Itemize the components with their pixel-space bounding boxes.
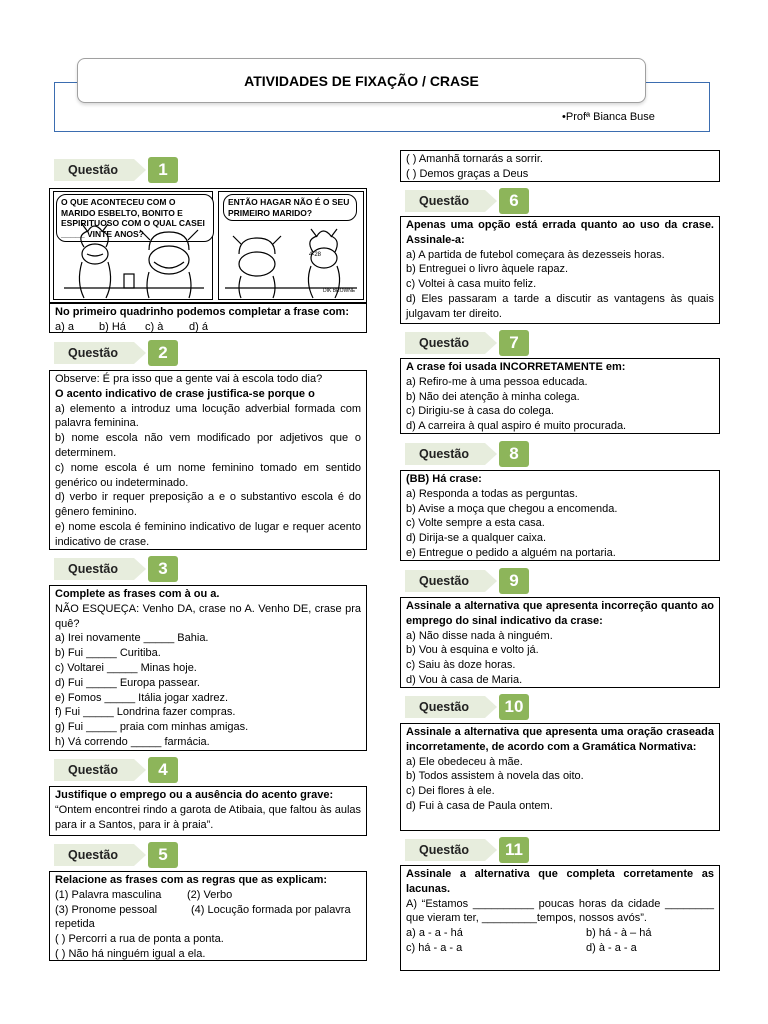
q5-rules-row-1 bbox=[55, 888, 361, 903]
comic-characters-1-icon bbox=[54, 192, 212, 299]
option-a: a) a bbox=[55, 320, 74, 333]
question-8-box bbox=[400, 470, 720, 561]
q10-option: d) Fui à casa de Paula ontem. bbox=[406, 799, 553, 812]
q10-option: b) Todos assistem à novela das oito. bbox=[406, 770, 584, 783]
question-5-tag bbox=[54, 842, 178, 868]
q2-option: e) nome escola é feminino indicativo de lugar e requer acento indicativo de crase. bbox=[55, 520, 361, 548]
comic-characters-2-icon bbox=[219, 192, 363, 299]
q11-options-row-2 bbox=[406, 941, 714, 956]
question-number: 9 bbox=[499, 568, 529, 594]
q5-item: ( ) Percorri a rua de ponta a ponta. bbox=[55, 933, 224, 946]
question-label: Questão bbox=[405, 332, 485, 354]
q11-option: d) à - a - a bbox=[586, 941, 637, 954]
q8-option: b) Avise a moça que chegou a encomenda. bbox=[406, 502, 618, 515]
question-number: 11 bbox=[499, 837, 529, 863]
q5-rule: (3) Pronome pessoal bbox=[55, 903, 158, 916]
question-label: Questão bbox=[405, 190, 485, 212]
q11-sentence: A) “Estamos __________ poucas horas da cidade ________ que vieram ter, _________tempos, nossos avós”. bbox=[406, 897, 714, 925]
comic-panel-1 bbox=[53, 191, 213, 300]
q8-option: c) Volte sempre a esta casa. bbox=[406, 517, 545, 530]
question-4-tag bbox=[54, 757, 178, 783]
question-label: Questão bbox=[405, 839, 485, 861]
q5-item: ( ) Amanhã tornarás a sorrir. bbox=[406, 153, 543, 165]
question-number: 1 bbox=[148, 157, 178, 183]
comic-panel-2 bbox=[218, 191, 364, 300]
q3-item: g) Fui _____ praia com minhas amigas. bbox=[55, 721, 249, 734]
q3-item: d) Fui _____ Europa passear. bbox=[55, 676, 200, 689]
q10-prompt: Assinale a alternativa que apresenta uma oração craseada incorretamente, de acordo com a Gramática Normativa: bbox=[406, 726, 714, 753]
q2-option: b) nome escola não vem modificado por adjetivos que o determinem. bbox=[55, 432, 361, 459]
q8-option: d) Dirija-se a qualquer caixa. bbox=[406, 532, 547, 545]
q5-rule: (1) Palavra masculina bbox=[55, 888, 162, 901]
option-c: c) à bbox=[145, 320, 164, 333]
speech-balloon-1: O QUE ACONTECEU COM O MARIDO ESBELTO, BONITO E ESPIRITUOSO COM O QUAL CASEI _____ VINTE ANOS? bbox=[56, 194, 214, 242]
question-1-box bbox=[49, 303, 367, 333]
question-2-box bbox=[49, 370, 367, 550]
q5-rule: (2) Verbo bbox=[187, 888, 233, 901]
question-2-tag bbox=[54, 340, 178, 366]
teacher-name: •Profª Bianca Buse bbox=[562, 111, 655, 123]
question-number: 6 bbox=[499, 188, 529, 214]
q6-prompt: Apenas uma opção está errada quanto ao uso da crase. Assinale-a: bbox=[406, 219, 714, 246]
q5-item: ( ) Demos graças a Deus bbox=[406, 167, 529, 180]
question-number: 7 bbox=[499, 330, 529, 356]
q3-item: c) Voltarei _____ Minas hoje. bbox=[55, 661, 197, 674]
question-label: Questão bbox=[54, 558, 134, 580]
question-label: Questão bbox=[54, 342, 134, 364]
q11-option: b) há - à – há bbox=[586, 927, 652, 940]
q9-prompt: Assinale a alternativa que apresenta incorreção quanto ao emprego do sinal indicativo da crase: bbox=[406, 600, 714, 627]
q6-option: c) Voltei à casa muito feliz. bbox=[406, 278, 537, 291]
option-b: b) Há bbox=[99, 320, 126, 333]
q11-options-row-1 bbox=[406, 926, 714, 941]
question-5-continuation-box bbox=[400, 150, 720, 182]
question-number: 8 bbox=[499, 441, 529, 467]
speech-balloon-2: ENTÃO HAGAR NÃO É O SEU PRIMEIRO MARIDO? bbox=[223, 194, 357, 221]
q7-option: b) Não dei atenção à minha colega. bbox=[406, 390, 580, 403]
q3-hint: NÃO ESQUEÇA: Venho DA, crase no A. Venho DE, crase pra quê? bbox=[55, 602, 361, 630]
question-number: 2 bbox=[148, 340, 178, 366]
question-label: Questão bbox=[405, 443, 485, 465]
question-6-tag bbox=[405, 188, 529, 214]
q3-item: h) Vá correndo _____ farmácia. bbox=[55, 735, 210, 748]
q8-option: e) Entregue o pedido a alguém na portaria. bbox=[406, 546, 616, 559]
question-number: 4 bbox=[148, 757, 178, 783]
q8-option: a) Responda a todas as perguntas. bbox=[406, 487, 578, 500]
q2-option: a) elemento a introduz uma locução adverbial formada com palavra feminina. bbox=[55, 402, 361, 430]
question-5-box bbox=[49, 871, 367, 961]
q4-text: “Ontem encontrei rindo a garota de Atibaia, que faltou às aulas para ir a Santos, para ir à praia”. bbox=[55, 803, 361, 831]
comic-signature: DIK BROWNE bbox=[323, 288, 356, 294]
question-10-box bbox=[400, 723, 720, 831]
q3-item: e) Fomos _____ Itália jogar xadrez. bbox=[55, 691, 229, 704]
q3-item: f) Fui _____ Londrina fazer compras. bbox=[55, 706, 236, 719]
q2-option: d) verbo ir requer preposição a e o substantivo escola é do gênero feminino. bbox=[55, 491, 361, 519]
question-number: 5 bbox=[148, 842, 178, 868]
question-label: Questão bbox=[54, 844, 134, 866]
q2-prompt: O acento indicativo de crase justifica-se porque o bbox=[55, 387, 315, 400]
question-1-tag bbox=[54, 157, 178, 183]
question-label: Questão bbox=[54, 159, 134, 181]
question-7-box bbox=[400, 358, 720, 434]
question-number: 10 bbox=[499, 694, 529, 720]
page-title: ATIVIDADES DE FIXAÇÃO / CRASE bbox=[244, 72, 479, 89]
q8-prompt: (BB) Há crase: bbox=[406, 473, 482, 485]
q9-option: a) Não disse nada à ninguém. bbox=[406, 629, 553, 642]
question-1-prompt: No primeiro quadrinho podemos completar a frase com: bbox=[55, 306, 349, 318]
q11-option: a) a - a - há bbox=[406, 927, 463, 940]
q4-prompt: Justifique o emprego ou a ausência do acento grave: bbox=[55, 789, 334, 801]
question-label: Questão bbox=[405, 696, 485, 718]
q11-option: c) há - a - a bbox=[406, 941, 463, 954]
comic-date: 4-28 bbox=[309, 252, 322, 258]
q11-prompt: Assinale a alternativa que completa corretamente as lacunas. bbox=[406, 868, 714, 895]
question-3-box bbox=[49, 585, 367, 751]
question-3-tag bbox=[54, 556, 178, 582]
question-label: Questão bbox=[405, 570, 485, 592]
question-10-tag bbox=[405, 694, 529, 720]
q9-option: d) Vou à casa de Maria. bbox=[406, 673, 523, 686]
question-9-tag bbox=[405, 568, 529, 594]
q5-item: ( ) Não há ninguém igual a ela. bbox=[55, 947, 206, 960]
q5-rules-row-2 bbox=[55, 903, 361, 933]
question-7-tag bbox=[405, 330, 529, 356]
q7-option: d) A carreira à qual aspiro é muito procurada. bbox=[406, 420, 627, 433]
q10-option: c) Dei flores à ele. bbox=[406, 785, 495, 798]
option-d: d) á bbox=[189, 320, 208, 333]
q10-option: a) Ele obedeceu à mãe. bbox=[406, 755, 523, 768]
q3-prompt: Complete as frases com à ou a. bbox=[55, 588, 220, 600]
question-11-box bbox=[400, 865, 720, 971]
q2-line: Observe: É pra isso que a gente vai à escola todo dia? bbox=[55, 373, 323, 385]
q9-option: b) Vou à esquina e volto já. bbox=[406, 644, 539, 657]
q7-option: a) Refiro-me à uma pessoa educada. bbox=[406, 375, 588, 388]
question-number: 3 bbox=[148, 556, 178, 582]
q3-item: a) Irei novamente _____ Bahia. bbox=[55, 632, 209, 645]
q6-option: b) Entreguei o livro àquele rapaz. bbox=[406, 263, 569, 276]
question-8-tag bbox=[405, 441, 529, 467]
question-4-box bbox=[49, 786, 367, 836]
q9-option: c) Saiu às doze horas. bbox=[406, 659, 516, 672]
title-box bbox=[77, 58, 646, 103]
question-1-options bbox=[55, 320, 361, 335]
q6-option: a) A partida de futebol começara às dezesseis horas. bbox=[406, 248, 665, 261]
question-9-box bbox=[400, 597, 720, 688]
q7-option: c) Dirigiu-se à casa do colega. bbox=[406, 405, 554, 418]
question-label: Questão bbox=[54, 759, 134, 781]
q7-prompt: A crase foi usada INCORRETAMENTE em: bbox=[406, 361, 626, 373]
q3-item: b) Fui _____ Curitiba. bbox=[55, 647, 161, 660]
comic-strip bbox=[49, 188, 367, 303]
q6-option: d) Eles passaram a tarde a discutir as vantagens às quais julgavam ter direito. bbox=[406, 292, 714, 320]
q5-rule: (4) Locução formada por palavra repetida bbox=[55, 903, 351, 931]
q5-prompt: Relacione as frases com as regras que as explicam: bbox=[55, 874, 328, 886]
question-11-tag bbox=[405, 837, 529, 863]
q2-option: c) nome escola é um nome feminino tomado em sentido genérico ou indeterminado. bbox=[55, 461, 361, 489]
question-6-box bbox=[400, 216, 720, 324]
